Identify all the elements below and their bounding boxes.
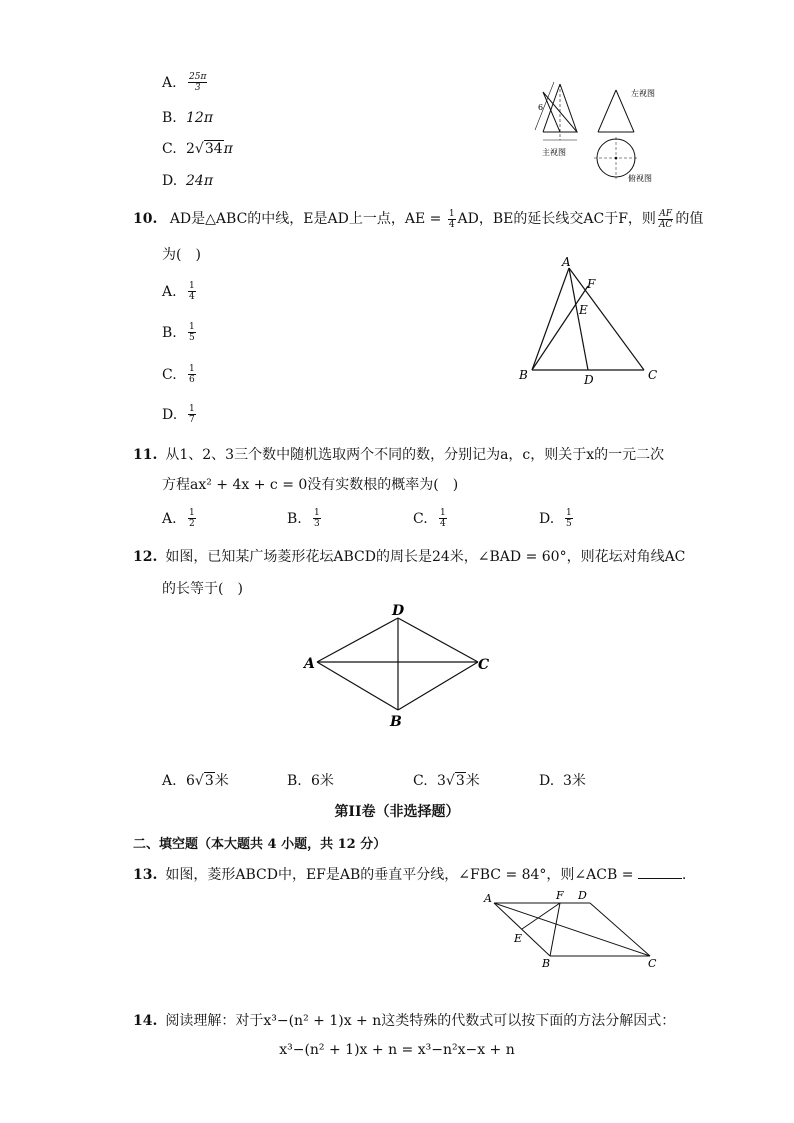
q14-stem: 14. 阅读理解：对于x³−(n² + 1)x + n这类特殊的代数式可以按下面的方法分解因式： (133, 1013, 676, 1029)
point-c: C (648, 957, 657, 970)
point-c: C (648, 368, 658, 382)
q11-option-a: A. $\frac{1}{2}$ (162, 508, 195, 529)
q10-stem-line1: 10. AD是△ABC的中线，E是AD上一点，AE = $\frac{1}{4}$ AD，BE的延长线交AC于F，则 $\frac{AF}{AC}$ 的值 (133, 208, 704, 230)
q10-option-d: D. $\frac{1}{7}$ (162, 404, 195, 425)
q11-option-b: B. $\frac{1}{3}$ (287, 508, 320, 529)
point-b: B (542, 957, 551, 970)
q12-option-b: B. 6米 (287, 773, 334, 789)
q12-stem-line2: 的长等于( ) (162, 581, 243, 597)
front-view-label: 主视图 (542, 148, 566, 157)
q10-triangle-figure (512, 252, 667, 387)
point-c: C (478, 657, 490, 673)
q12-option-c: C. 3√3米 (413, 773, 480, 789)
q10-option-b: B. $\frac{1}{5}$ (162, 322, 195, 343)
q9-option-a: A. $\frac{25\pi}{3}$ (162, 72, 207, 93)
q9-three-view-figure (530, 80, 660, 190)
slant-label: 6 (538, 103, 544, 112)
point-e: E (514, 932, 523, 945)
point-a: A (484, 892, 492, 905)
point-d: D (392, 603, 405, 619)
q12-option-a: A. 6√3米 (162, 773, 229, 789)
point-a: A (562, 255, 571, 269)
q10-option-a: A. $\frac{1}{4}$ (162, 281, 195, 302)
point-f: F (556, 889, 564, 902)
point-d: D (584, 373, 594, 387)
q14-formula: x³−(n² + 1)x + n = x³−n²x−x + n (279, 1042, 515, 1058)
q12-option-d: D. 3米 (539, 773, 586, 789)
q12-rhombus-figure (300, 600, 500, 735)
point-b: B (519, 368, 528, 382)
point-b: B (390, 714, 402, 730)
q13-stem: 13. 如图，菱形ABCD中，EF是AB的垂直平分线，∠FBC = 84°，则∠ACB = . (133, 867, 687, 883)
point-d: D (578, 889, 587, 902)
point-a: A (304, 656, 315, 672)
q11-stem-line1: 11. 从1、2、3三个数中随机选取两个不同的数，分别记为a，c，则关于x的一元二次 (133, 447, 665, 463)
q9-option-c: C. 2√34π (162, 141, 233, 157)
answer-blank (638, 866, 682, 879)
point-f: F (587, 277, 596, 291)
section2-heading: 二、填空题（本大题共 4 小题，共 12 分） (133, 837, 387, 852)
q11-option-c: C. $\frac{1}{4}$ (413, 508, 446, 529)
q11-option-d: D. $\frac{1}{5}$ (539, 508, 572, 529)
q12-stem-line1: 12. 如图，已知某广场菱形花坛ABCD的周长是24米，∠BAD = 60°，则花坛对角线AC (133, 549, 686, 565)
part2-title: 第II卷（非选择题） (334, 804, 460, 820)
q13-rhombus-figure (478, 886, 668, 972)
q9-option-d: D. 24π (162, 173, 214, 189)
point-e: E (579, 303, 588, 317)
left-view-label: 左视图 (631, 89, 655, 98)
q10-stem-line2: 为( ) (162, 247, 201, 263)
top-view-label: 俯视图 (628, 174, 652, 183)
q11-stem-line2: 方程ax² + 4x + c = 0没有实数根的概率为( ) (162, 477, 459, 493)
q9-option-b: B. 12π (162, 110, 214, 126)
q10-option-c: C. $\frac{1}{6}$ (162, 364, 195, 385)
